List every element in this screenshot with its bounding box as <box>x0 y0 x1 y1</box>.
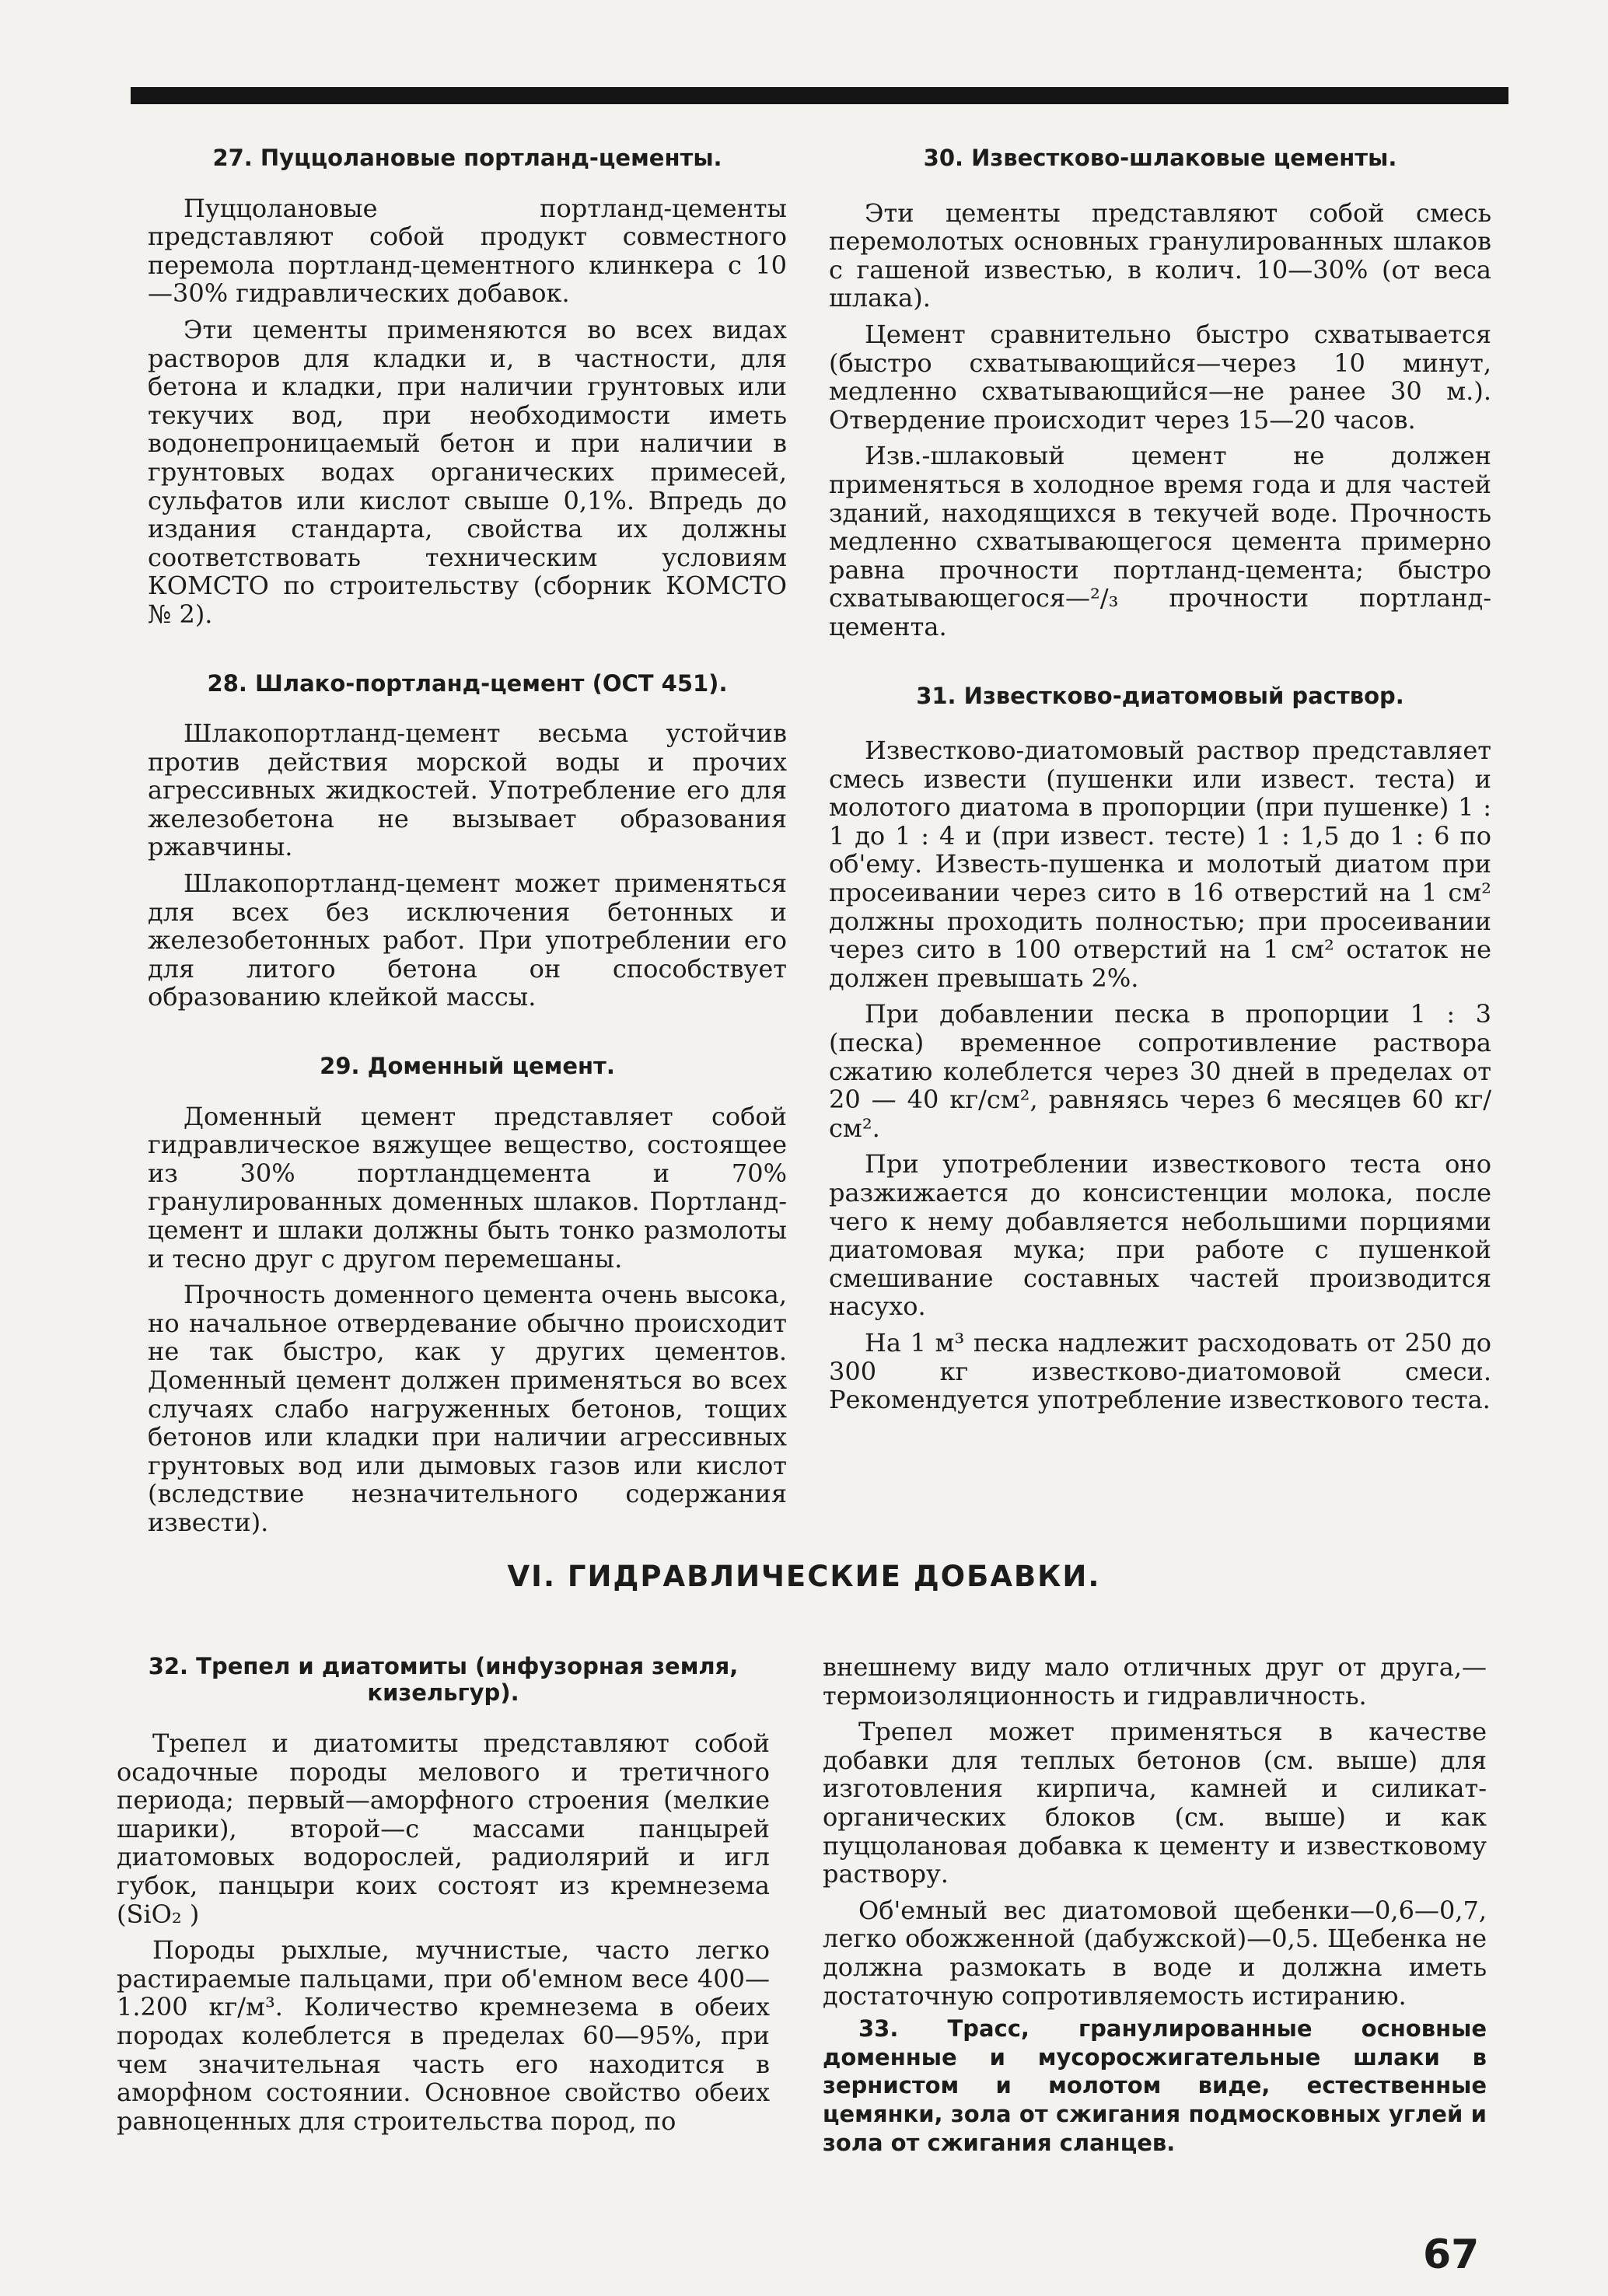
section-30 <box>829 144 1491 641</box>
section-32-para-2: Породы рыхлые, мучнистые, часто легко растираемые пальцами, при об'емном весе 400—1.200 кг/м³. Количество кремнезема в обеих породах колеблется в пределах 60—95%, при чем значительная часть его находится в аморфном состоянии. Основное свойство обеих равноценных для строительства пород, по <box>117 1935 770 2136</box>
chapter-heading: VI. ГИДРАВЛИЧЕСКИЕ ДОБАВКИ. <box>507 1560 1101 1593</box>
section-31-para-3: При употреблении известкового теста оно разжижается до консистенции молока, после чего к нему добавляется небольшими порциями диатомовая мука; при работе с пушенкой смешивание составных частей производится насухо. <box>829 1149 1491 1322</box>
section-32 <box>117 1653 770 2135</box>
page-number: 67 <box>1423 2231 1480 2278</box>
section-32-para-3: внешнему виду мало отличных друг от друга,—термоизоляционность и гидравличность. <box>823 1652 1487 1711</box>
section-28 <box>148 669 787 1012</box>
section-27-para-1: Пуццолановые портланд-цементы представляют собой продукт совместного перемола портланд-цементного клинкера с 10—30% гидравлических добавок. <box>148 193 787 309</box>
section-31-para-4: На 1 м³ песка надлежит расходовать от 250 до 300 кг известково-диатомовой смеси. Рекомендуется употребление известкового теста. <box>829 1327 1491 1415</box>
section-31-title: 31. Известково-диатомовый раствор. <box>916 682 1404 709</box>
section-30-para-2: Цемент сравнительно быстро схватывается (быстро схватывающийся—через 10 минут, медленно схватывающийся—не ранее 30 м.). Отвердение происходит через 15—20 часов. <box>829 319 1491 435</box>
section-31-para-2: При добавлении песка в пропорции 1 : 3 (песка) временное сопротивление раствора сжатию колеблется через 30 дней в пределах от 20 — 40 кг/см², равняясь через 6 месяцев 60 кг/см². <box>829 999 1491 1143</box>
section-28-para-1: Шлакопортланд-цемент весьма устойчив против действия морской воды и прочих агрессивных жидкостей. Употребление его для железобетона не вызывает образования ржавчины. <box>148 718 787 862</box>
top-rule <box>131 87 1508 104</box>
section-33-text: 33. Трасс, гранулированные основные доменные и мусоросжигательные шлаки в зернистом и молотом виде, естественные цемянки, зола от сжигания подмосковных углей и зола от сжигания сланцев. <box>823 2015 1487 2156</box>
section-29 <box>148 1052 787 1537</box>
right-column-upper <box>829 144 1491 1414</box>
section-30-title: 30. Известково-шлаковые цементы. <box>923 145 1397 171</box>
left-column-upper <box>148 144 787 1537</box>
right-column-lower <box>823 1653 1487 2157</box>
section-32-para-5: Об'емный вес диатомовой щебенки—0,6—0,7, легко обожженной (дабужской)—0,5. Щебенка не должна размокать в воде и должна иметь достаточную сопротивляемость истиранию. <box>823 1895 1487 2011</box>
section-30-para-3: Изв.-шлаковый цемент не должен применяться в холодное время года и для частей зданий, находящихся в текучей воде. Прочность медленно схватывающегося цемента примерно равна прочности портланд-цемента; быстро схватывающегося—²/₃ прочности портланд-цемента. <box>829 441 1491 641</box>
section-30-para-1: Эти цементы представляют собой смесь перемолотых основных гранулированных шлаков с гашеной известью, в колич. 10—30% (от веса шлака). <box>829 197 1491 313</box>
section-31-para-1: Известково-диатомовый раствор представляет смесь извести (пушенки или извест. теста) и молотого диатома в пропорции (при пушенке) 1 : 1 до 1 : 4 и (при извест. тесте) 1 : 1,5 до 1 : 6 по об'ему. Известь-пушенка и молотый диатом при просеивании через сито в 16 отверстий на 1 см² должны проходить полностью; при просеивании через сито в 100 отверстий на 1 см² остаток не должен превышать 2%. <box>829 736 1491 993</box>
section-32-para-4: Трепел может применяться в качестве добавки для теплых бетонов (см. выше) для изготовления кирпича, камней и силикат-органических блоков (см. выше) и как пуццолановая добавка к цементу и известковому раствору. <box>823 1717 1487 1889</box>
section-27-para-2: Эти цементы применяются во всех видах растворов для кладки и, в частности, для бетона и кладки, при наличии грунтовых или текучих вод, при необходимости иметь водонепроницаемый бетон и при наличии в грунтовых водах органических примесей, сульфатов или кислот свыше 0,1%. Впредь до издания стандарта, свойства их должны соответствовать техническим условиям КОМСТО по строительству (сборник КОМСТО № 2). <box>148 314 787 629</box>
section-32-para-1: Трепел и диатомиты представляют собой осадочные породы мелового и третичного периода; первый—аморфного строения (мелкие шарики), второй—с массами панцырей диатомовых водорослей, радиолярий и игл губок, панцыри коих состоят из кремнезема (SiO₂ ) <box>117 1728 770 1929</box>
section-29-title: 29. Доменный цемент. <box>320 1053 615 1080</box>
section-29-para-1: Доменный цемент представляет собой гидравлическое вяжущее вещество, состоящее из 30% портландцемента и 70% гранулированных доменных шлаков. Портланд-цемент и шлаки должны быть тонко размолоты и тесно друг с другом перемешаны. <box>148 1101 787 1274</box>
section-28-para-2: Шлакопортланд-цемент может применяться для всех без исключения бетонных и железобетонных работ. При употреблении его для литого бетона он способствует образованию клейкой массы. <box>148 868 787 1012</box>
left-column-lower <box>117 1653 770 2135</box>
section-28-title: 28. Шлако-портланд-цемент (ОСТ 451). <box>207 669 728 697</box>
section-32-title: 32. Трепел и диатомиты (инфузорная земля, кизельгур). <box>148 1653 739 1706</box>
section-27-title: 27. Пуццолановые портланд-цементы. <box>212 145 722 171</box>
section-29-para-2: Прочность доменного цемента очень высока, но начальное отвердевание обычно происходит не так быстро, как у других цементов. Доменный цемент должен применяться во всех случаях слабо нагруженных бетонов, тощих бетонов или кладки при наличии агрессивных грунтовых вод или дымовых газов или кислот (вследствие незначительного содержания извести). <box>148 1280 787 1537</box>
section-31 <box>829 682 1491 1414</box>
section-27 <box>148 144 787 629</box>
